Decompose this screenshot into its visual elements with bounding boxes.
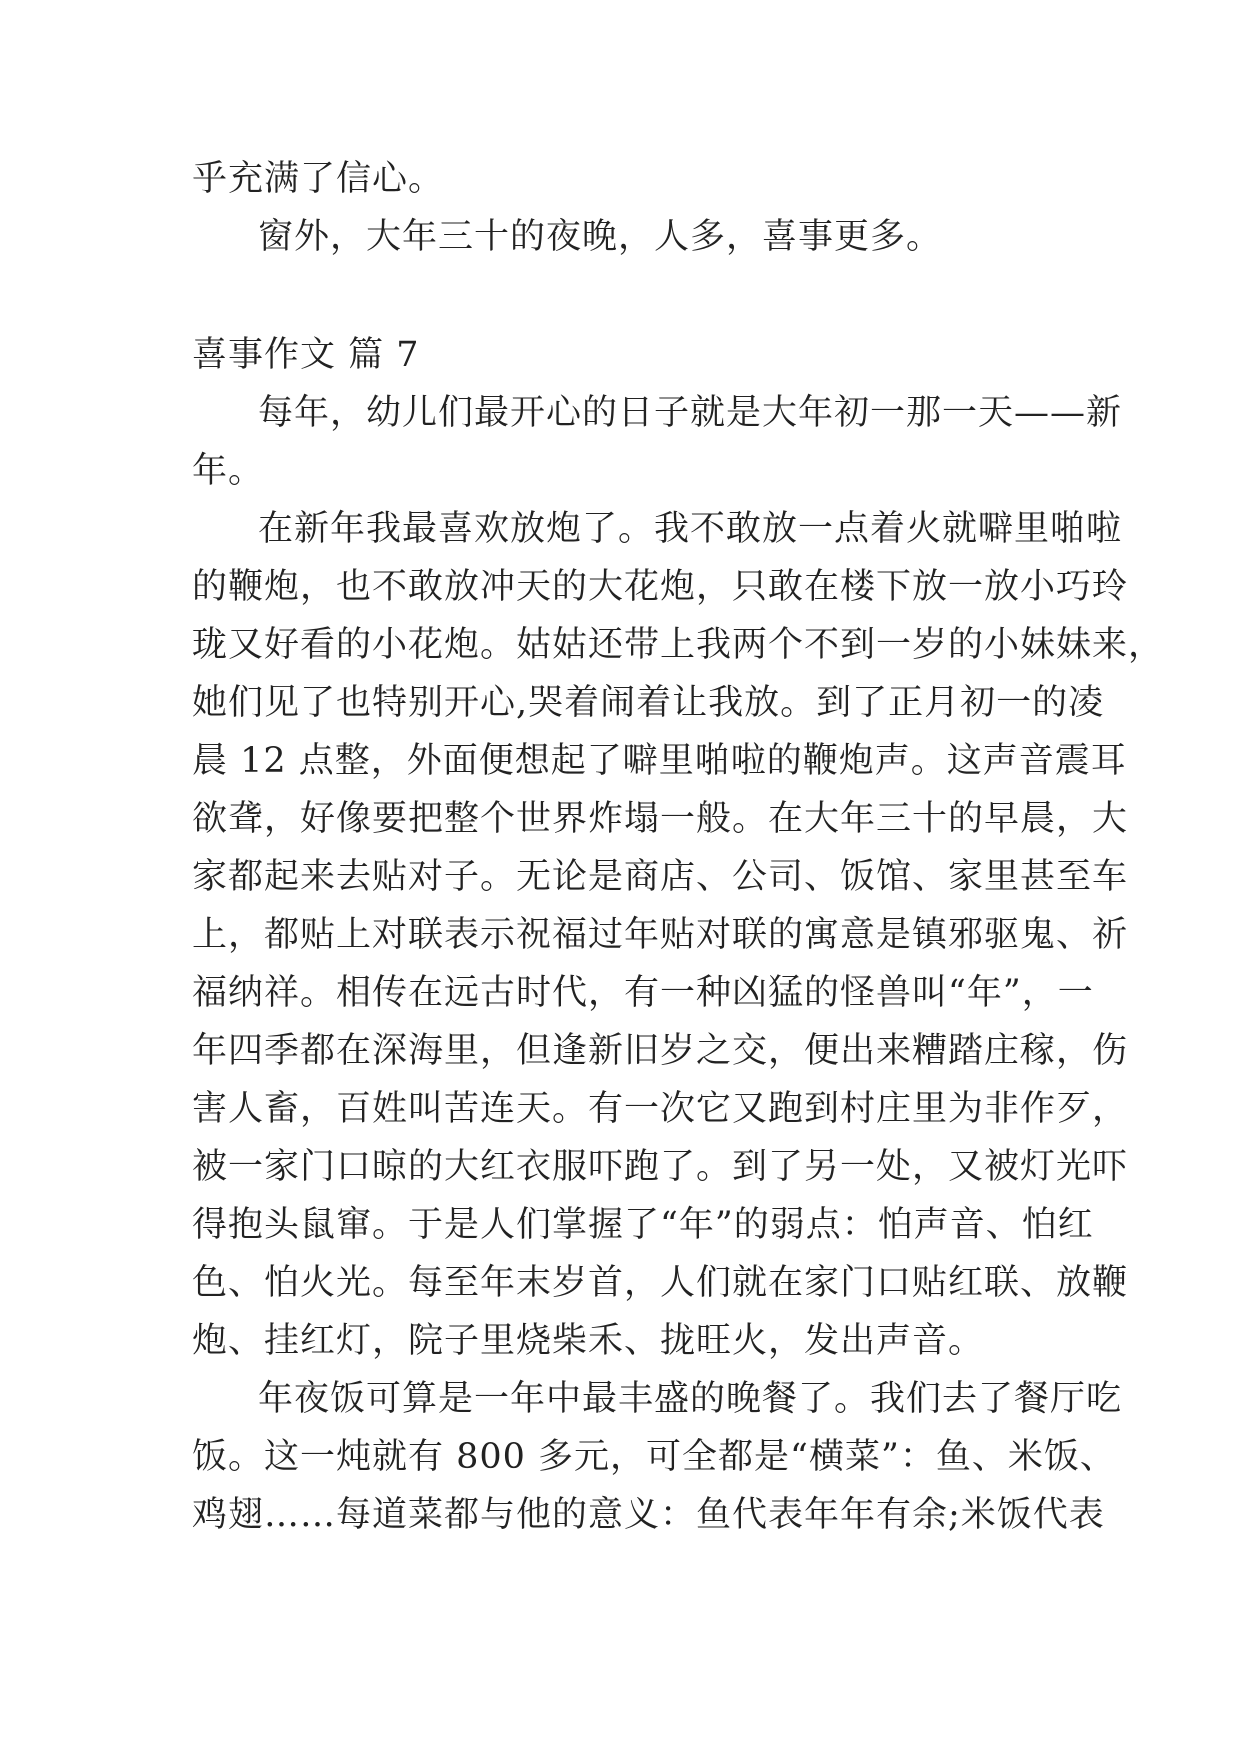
text-line: 晨 12 点整，外面便想起了噼里啪啦的鞭炮声。这声音震耳 xyxy=(192,741,1127,781)
text-line: 乎充满了信心。 xyxy=(192,159,445,199)
heading-text: 喜事作文 篇 7 xyxy=(192,335,420,375)
text-line: 饭。这一炖就有 800 多元，可全都是“横菜”：鱼、米饭、 xyxy=(192,1437,1116,1477)
section-heading xyxy=(192,326,1052,384)
paragraph-continuation xyxy=(192,150,1052,208)
text-line: 欲聋，好像要把整个世界炸塌一般。在大年三十的早晨，大 xyxy=(192,799,1129,839)
text-line: 得抱头鼠窜。于是人们掌握了“年”的弱点：怕声音、怕红 xyxy=(192,1205,1094,1245)
text-line: 年夜饭可算是一年中最丰盛的晚餐了。我们去了餐厅吃 xyxy=(258,1379,1123,1419)
paragraph-3 xyxy=(192,1370,1123,1544)
text-line: 鸡翅……每道菜都与他的意义：鱼代表年年有余;米饭代表 xyxy=(192,1495,1105,1535)
text-line: 的鞭炮，也不敢放冲天的大花炮，只敢在楼下放一放小巧玲 xyxy=(192,567,1129,607)
text-line: 炮、挂红灯，院子里烧柴禾、拢旺火，发出声音。 xyxy=(192,1321,985,1361)
paragraph-2 xyxy=(192,500,1165,1370)
text-line: 每年，幼儿们最开心的日子就是大年初一那一天——新 xyxy=(258,393,1123,433)
paragraph-closing xyxy=(192,208,1052,266)
text-line: 福纳祥。相传在远古时代，有一种凶猛的怪兽叫“年”，一 xyxy=(192,973,1094,1013)
text-line: 被一家门口晾的大红衣服吓跑了。到了另一处，又被灯光吓 xyxy=(192,1147,1129,1187)
text-line: 窗外，大年三十的夜晚，人多，喜事更多。 xyxy=(258,217,943,257)
text-line: 珑又好看的小花炮。姑姑还带上我两个不到一岁的小妹妹来， xyxy=(192,625,1165,665)
text-line: 害人畜，百姓叫苦连天。有一次它又跑到村庄里为非作歹， xyxy=(192,1089,1129,1129)
text-line: 上，都贴上对联表示祝福过年贴对联的寓意是镇邪驱鬼、祈 xyxy=(192,915,1129,955)
text-line: 在新年我最喜欢放炮了。我不敢放一点着火就噼里啪啦 xyxy=(258,509,1123,549)
paragraph-1 xyxy=(192,384,1123,500)
text-line: 她们见了也特别开心,哭着闹着让我放。到了正月初一的凌 xyxy=(192,683,1105,723)
text-line: 色、怕火光。每至年末岁首，人们就在家门口贴红联、放鞭 xyxy=(192,1263,1129,1303)
text-line: 家都起来去贴对子。无论是商店、公司、饭馆、家里甚至车 xyxy=(192,857,1129,897)
document-body xyxy=(192,150,1165,1544)
text-line: 年。 xyxy=(192,451,265,491)
text-line: 年四季都在深海里，但逢新旧岁之交，便出来糟踏庄稼，伤 xyxy=(192,1031,1129,1071)
